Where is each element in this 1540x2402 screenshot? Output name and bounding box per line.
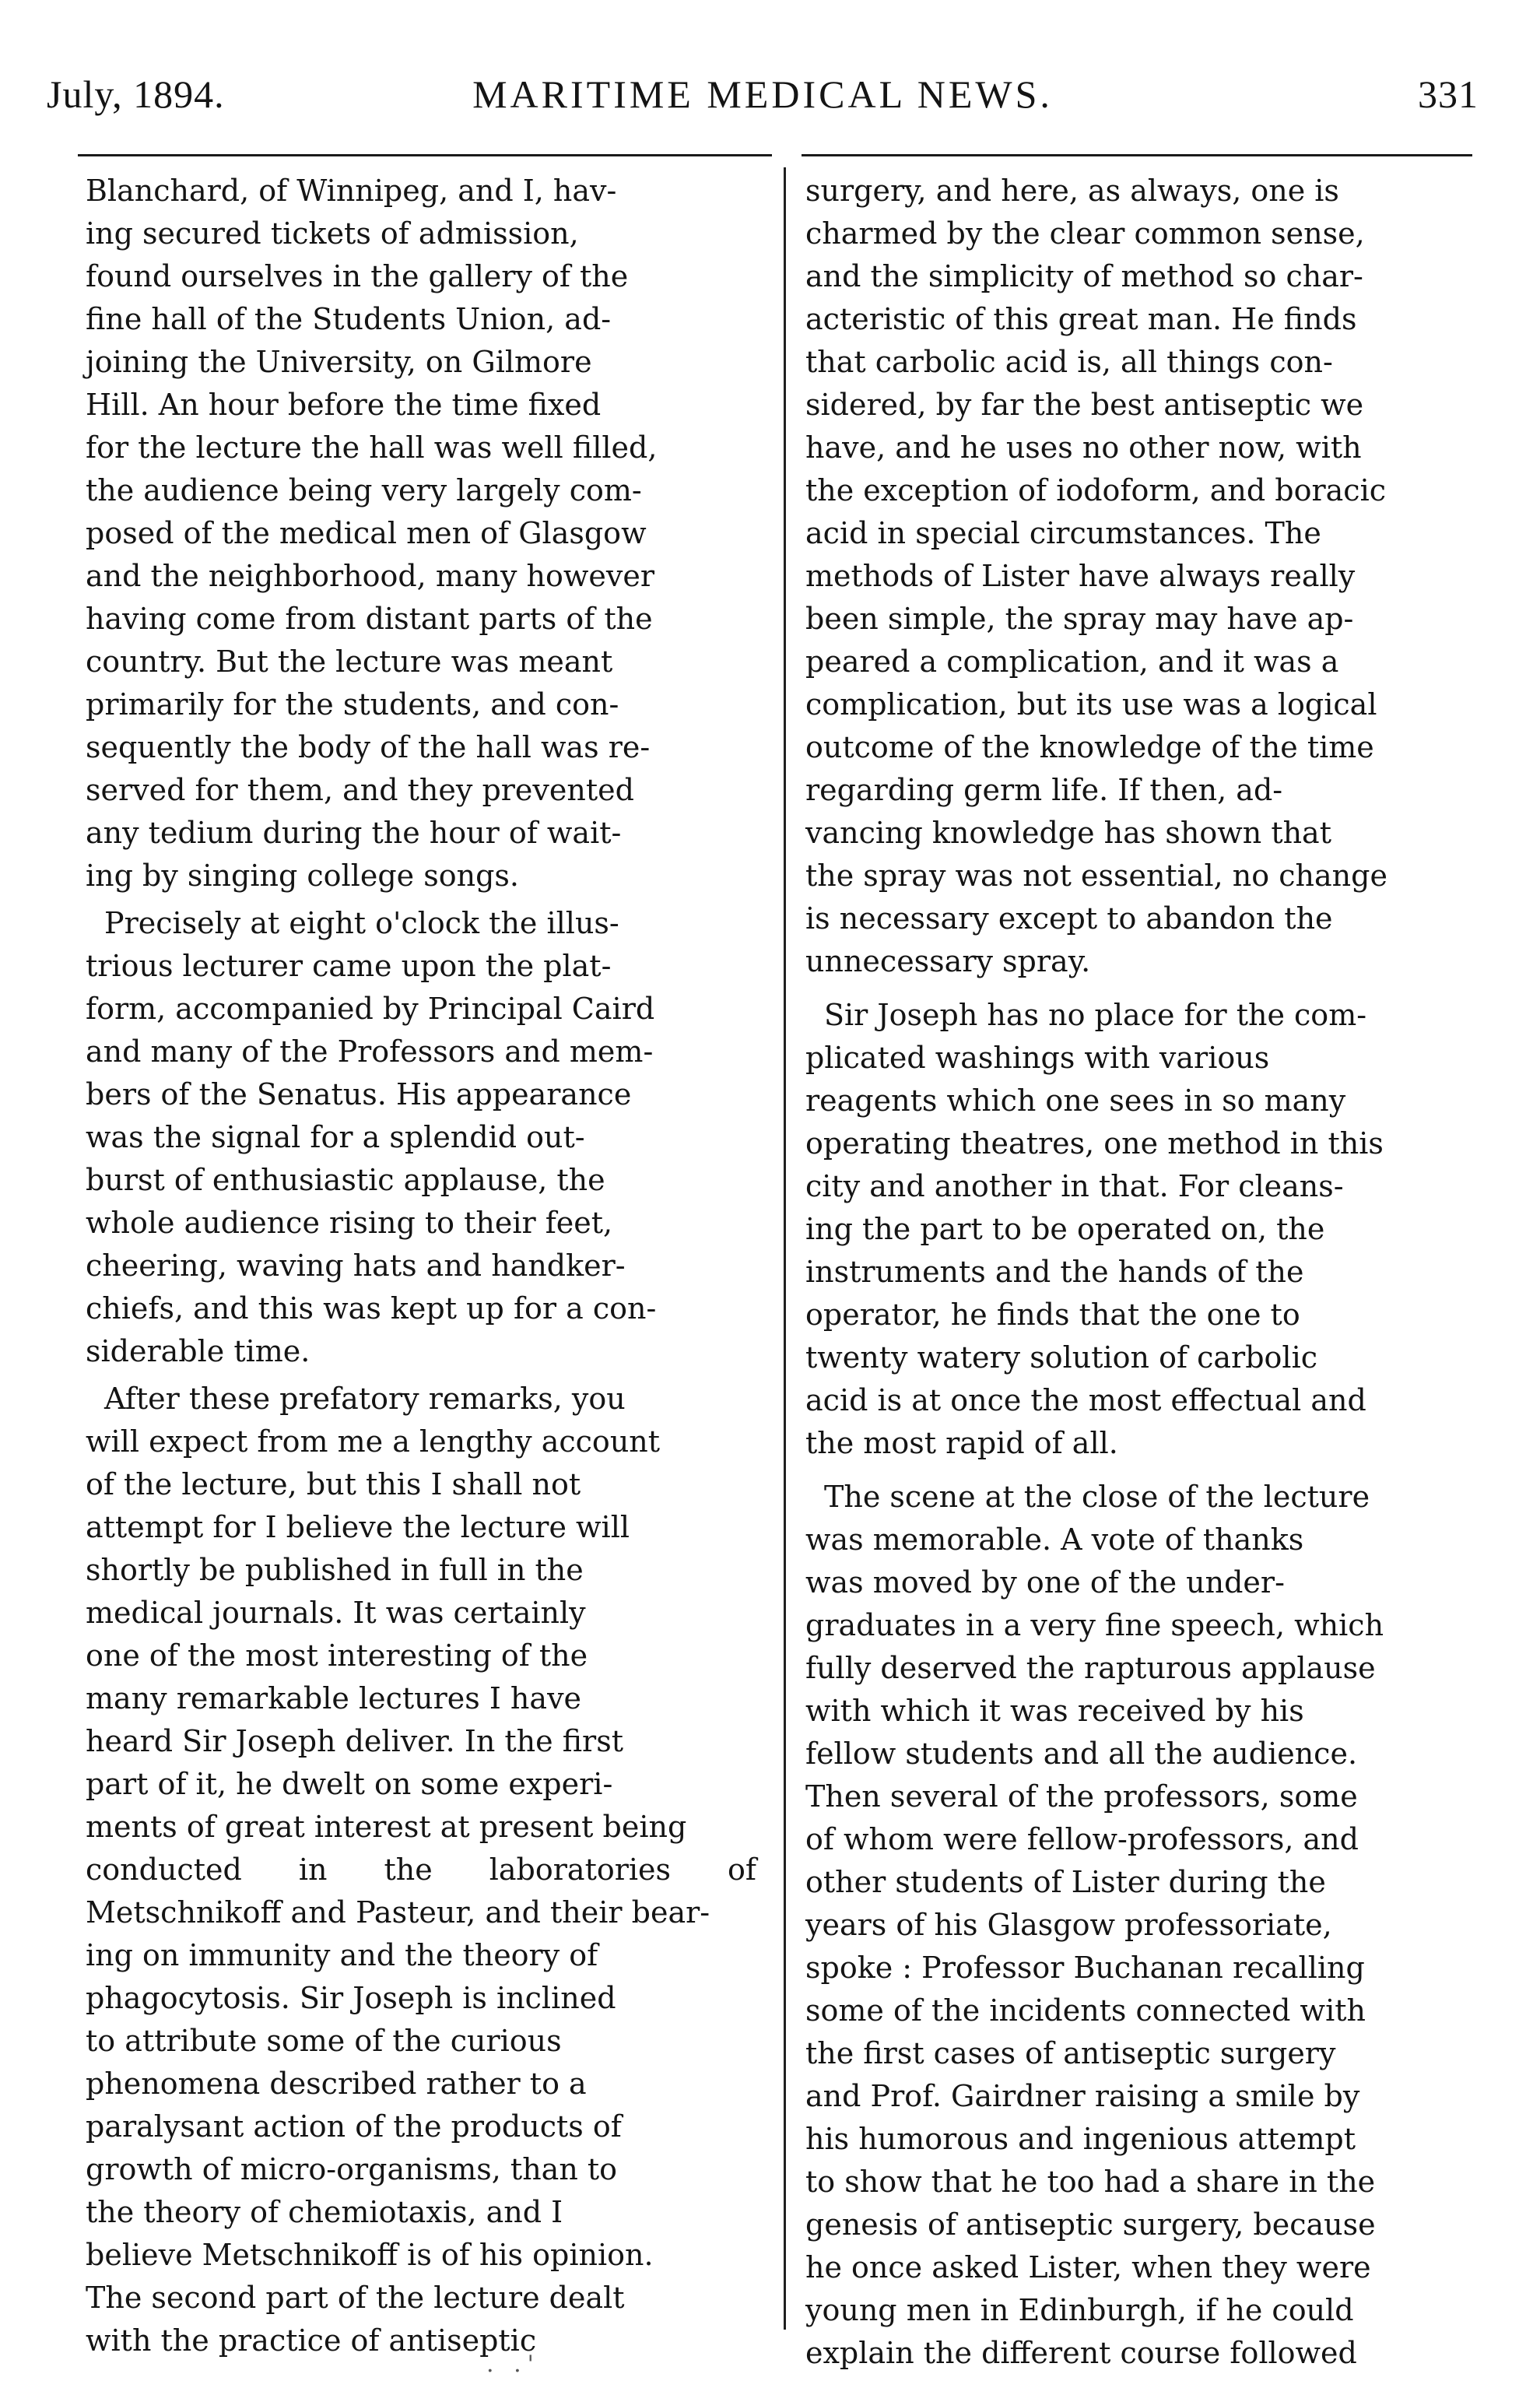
- paragraph: Sir Joseph has no place for the com- plicated washings with various reagents which one sees in so many operating theatres, one method in this city and another in that. For cleans- ing the part to be operated on, the instruments and the hands of the operator, he finds that the one to twenty watery solution of carbolic acid is at once the most effectual and the most rapid of all.: [805, 998, 1384, 1460]
- paragraph: surgery, and here, as always, one is charmed by the clear common sense, and the simplicity of method so char- acteristic of this great man. He finds that carbolic acid is, all things con- sidered, by far the best antiseptic we have, and he uses no other now, with the exception of iodoform, and boracic acid in special circumstances. The methods of Lister have always really been simple, the spray may have ap- peared a complication, and it was a complication, but its use was a logical outcome of the knowledge of the time regarding germ life. If then, ad- vancing knowledge has shown that the spray was not essential, no change is necessary except to abandon the unnecessary spray.: [805, 174, 1387, 978]
- running-header: [47, 72, 1479, 126]
- journal-title: MARITIME MEDICAL NEWS.: [472, 72, 1053, 116]
- paragraph: Precisely at eight o'clock the illus- trious lecturer came upon the plat- form, accompanied by Principal Caird and many of the Professors and mem- bers of the Senatus. His appearance was the signal for a splendid out- burst of enthusiastic applause, the whole audience rising to their feet, cheering, waving hats and handker- chiefs, and this was kept up for a con- siderable time.: [86, 906, 657, 1368]
- footer-mark: . .': [486, 2351, 540, 2378]
- left-column: [86, 170, 756, 2367]
- paragraph: After these prefatory remarks, you will expect from me a lengthy account of the lecture, but this I shall not attempt for I believe the lecture will shortly be published in full in the medical journals. It was certainly one of the most interesting of the many remarkable lectures I have heard Sir Joseph deliver. In the first part of it, he dwelt on some experi- ments of great interest at present being conducted in the laboratories of Metschnikoff and Pasteur, and their bear- ing on immunity and the theory of phagocytosis. Sir Joseph is inclined to attribute some of the curious phenomena described rather to a paralysant action of the products of growth of micro-organisms, than to the theory of chemiotaxis, and I believe Metschnikoff is of his opinion. The second part of the lecture dealt with the practice of antiseptic: [86, 1382, 756, 2358]
- page-number: 331: [1418, 72, 1479, 116]
- column-divider: [784, 167, 786, 2330]
- paragraph: The scene at the close of the lecture was memorable. A vote of thanks was moved by one of the under- graduates in a very fine speech, which fully deserved the rapturous applause with which it was received by his fellow students and all the audience. Then several of the professors, some of whom were fellow-professors, and other students of Lister during the years of his Glasgow professoriate, spoke : Professor Buchanan recalling some of the incidents connected with the first cases of antiseptic surgery and Prof. Gairdner raising a smile by his humorous and ingenious attempt to show that he too had a share in the genesis of antiseptic surgery, because he once asked Lister, when they were young men in Edinburgh, if he could explain the different course followed: [805, 1480, 1384, 2370]
- header-rule-left: [78, 154, 772, 156]
- header-rule-right: [802, 154, 1472, 156]
- right-column: [805, 170, 1484, 2386]
- paragraph: Blanchard, of Winnipeg, and I, hav- ing secured tickets of admission, found ourselves in the gallery of the fine hall of the Students Union, ad- joining the University, on Gilmore Hill. An hour before the time fixed for the lecture the hall was well filled, the audience being very largely com- posed of the medical men of Glasgow and the neighborhood, many however having come from distant parts of the country. But the lecture was meant primarily for the students, and con- sequently the body of the hall was re- served for them, and they prevented any tedium during the hour of wait- ing by singing college songs.: [86, 174, 658, 893]
- header-date: July, 1894.: [47, 72, 225, 116]
